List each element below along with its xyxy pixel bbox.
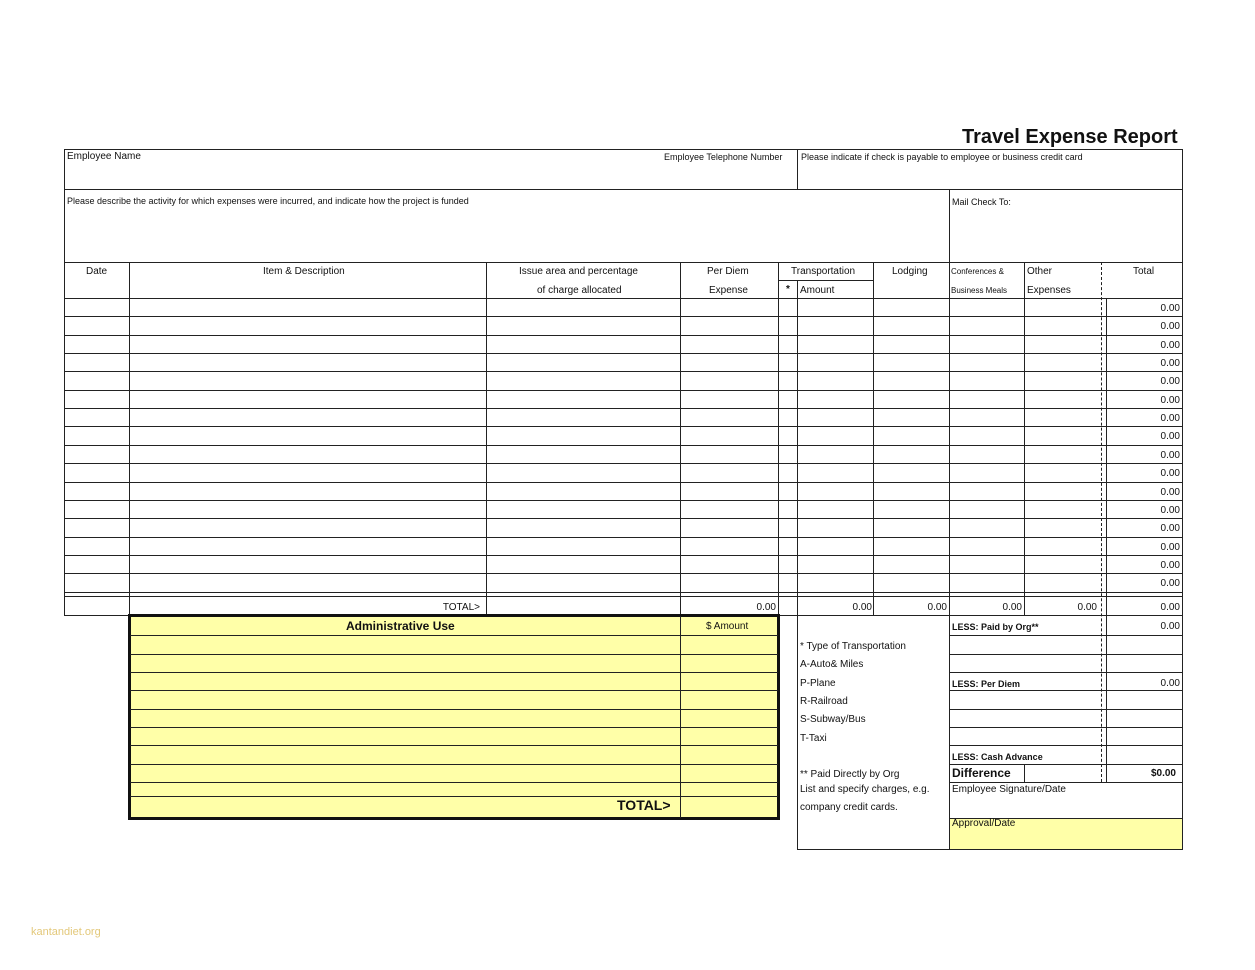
less-perdiem-label: LESS: Per Diem [952,679,1021,689]
telephone-field[interactable]: Employee Telephone Number [664,152,783,162]
difference-value: $0.00 [1150,768,1176,779]
legend-list-2: company credit cards. [800,802,898,813]
totals-transport: 0.00 [852,602,872,613]
grid-row-line [64,518,1183,519]
legend-bottom-border [797,849,1183,850]
summary-left-border [949,616,950,850]
totals-conf: 0.00 [1002,602,1022,613]
admin-amount-label: $ Amount [706,621,749,632]
header-mail-divider [949,189,950,262]
summary-row-line [949,709,1183,710]
summary-col-line [1024,764,1025,782]
legend-left-border [797,616,798,850]
grid-row-line [64,390,1183,391]
grid-col-line [486,262,487,615]
row-total-value: 0.00 [1160,450,1180,461]
grid-row-line [64,298,1183,299]
less-perdiem-value: 0.00 [1160,678,1180,689]
admin-box-left [128,614,131,820]
admin-row-line [130,727,778,728]
grid-row-line [64,555,1183,556]
col-date: Date [86,266,108,277]
mail-check-field[interactable]: Mail Check To: [952,197,1011,207]
legend-taxi: T-Taxi [800,733,827,744]
admin-row-line [130,654,778,655]
row-total-value: 0.00 [1160,560,1180,571]
less-paid-label: LESS: Paid by Org** [952,622,1039,632]
admin-total-label: TOTAL> [617,797,671,813]
grid-col-line [680,262,681,615]
grid-row-line [64,335,1183,336]
grid-row-line [64,573,1183,574]
row-total-value: 0.00 [1160,395,1180,406]
admin-box-top [128,614,780,617]
col-issue-1: Issue area and percentage [519,266,638,277]
header-left-border [64,149,65,615]
row-total-value: 0.00 [1160,431,1180,442]
admin-box-bottom [128,817,780,820]
grid-row-line [64,353,1183,354]
header-phone-divider [797,149,798,189]
grid-row-line [64,316,1183,317]
totals-total: 0.00 [1160,602,1180,613]
row-total-value: 0.00 [1160,358,1180,369]
row-total-value: 0.00 [1160,340,1180,351]
payable-field[interactable]: Please indicate if check is payable to employee or business credit card [801,152,1083,162]
admin-row-line [130,672,778,673]
admin-row-line [130,690,778,691]
summary-row-line [949,672,1183,673]
legend-auto: A-Auto& Miles [800,659,864,670]
grid-row-line [64,482,1183,483]
signature-field[interactable]: Employee Signature/Date [952,784,1066,795]
totals-lodging: 0.00 [927,602,947,613]
admin-row-line [130,764,778,765]
grid-col-line [1024,262,1025,615]
grid-col-line [873,262,874,615]
col-total: Total [1133,266,1155,277]
less-advance-label: LESS: Cash Advance [952,752,1043,762]
col-transport-1: Transportation [791,266,856,277]
row-total-value: 0.00 [1160,578,1180,589]
grid-row-line [64,408,1183,409]
grid-row-line [64,592,1183,593]
legend-paid-direct: ** Paid Directly by Org [800,769,900,780]
grid-row-line [64,537,1183,538]
header-line-3 [64,262,1183,263]
col-transport-2: Amount [800,285,835,296]
row-total-value: 0.00 [1160,523,1180,534]
col-transport-star: * [786,284,790,295]
admin-amount-divider [680,616,681,818]
admin-title: Administrative Use [346,619,455,633]
legend-title: * Type of Transportation [800,641,906,652]
totals-label: TOTAL> [442,602,480,613]
col-conf-2: Business Meals [951,286,1008,295]
grid-row-line [64,463,1183,464]
grid-row-line [64,426,1183,427]
admin-row-line [130,709,778,710]
col-lodging: Lodging [892,266,928,277]
row-total-value: 0.00 [1160,376,1180,387]
admin-box-right [777,614,780,820]
summary-row-line [949,727,1183,728]
summary-row-line [949,635,1183,636]
col-perdiem-1: Per Diem [707,266,749,277]
row-total-value: 0.00 [1160,468,1180,479]
header-line-2 [64,189,1183,190]
admin-row-line [130,635,778,636]
legend-plane: P-Plane [800,678,836,689]
admin-row-line [130,782,778,783]
transport-subheader-line [779,280,874,281]
legend-list-1: List and specify charges, e.g. [800,784,930,795]
less-paid-value: 0.00 [1160,621,1180,632]
watermark: kantandiet.org [31,926,101,938]
col-other-2: Expenses [1027,285,1071,296]
grid-row-line [64,371,1183,372]
report-title: Travel Expense Report [962,126,1178,148]
grid-row-line [64,445,1183,446]
row-total-value: 0.00 [1160,505,1180,516]
legend-rail: R-Railroad [800,696,848,707]
summary-row-line [949,745,1183,746]
grid-col-line [1106,298,1107,615]
summary-row-line [949,690,1183,691]
admin-row-line [130,745,778,746]
col-issue-2: of charge allocated [537,285,622,296]
col-item: Item & Description [263,266,345,277]
totals-other: 0.00 [1077,602,1097,613]
difference-label: Difference [952,766,1011,780]
row-total-value: 0.00 [1160,542,1180,553]
totals-perdiem: 0.00 [756,602,776,613]
summary-row-line [949,764,1183,765]
activity-field[interactable]: Please describe the activity for which expenses were incurred, and indicate how the project is funded [67,196,469,206]
col-other-1: Other [1027,266,1053,277]
grid-col-dashed [1101,262,1102,782]
grid-col-line [778,262,779,615]
col-conf-1: Conferences & [951,267,1004,276]
summary-row-line [949,654,1183,655]
grid-row-line [64,500,1183,501]
col-perdiem-2: Expense [709,285,748,296]
legend-subway: S-Subway/Bus [800,714,866,725]
grid-col-line [949,262,950,615]
totals-row-top [64,596,1183,597]
summary-col-line [1106,616,1107,782]
row-total-value: 0.00 [1160,303,1180,314]
employee-name-field[interactable]: Employee Name [67,151,141,162]
approval-field[interactable]: Approval/Date [952,818,1016,829]
header-top-line [64,149,1183,150]
row-total-value: 0.00 [1160,487,1180,498]
grid-col-line [797,280,798,615]
summary-row-line [949,782,1183,783]
admin-row-line [130,796,778,797]
row-total-value: 0.00 [1160,321,1180,332]
row-total-value: 0.00 [1160,413,1180,424]
